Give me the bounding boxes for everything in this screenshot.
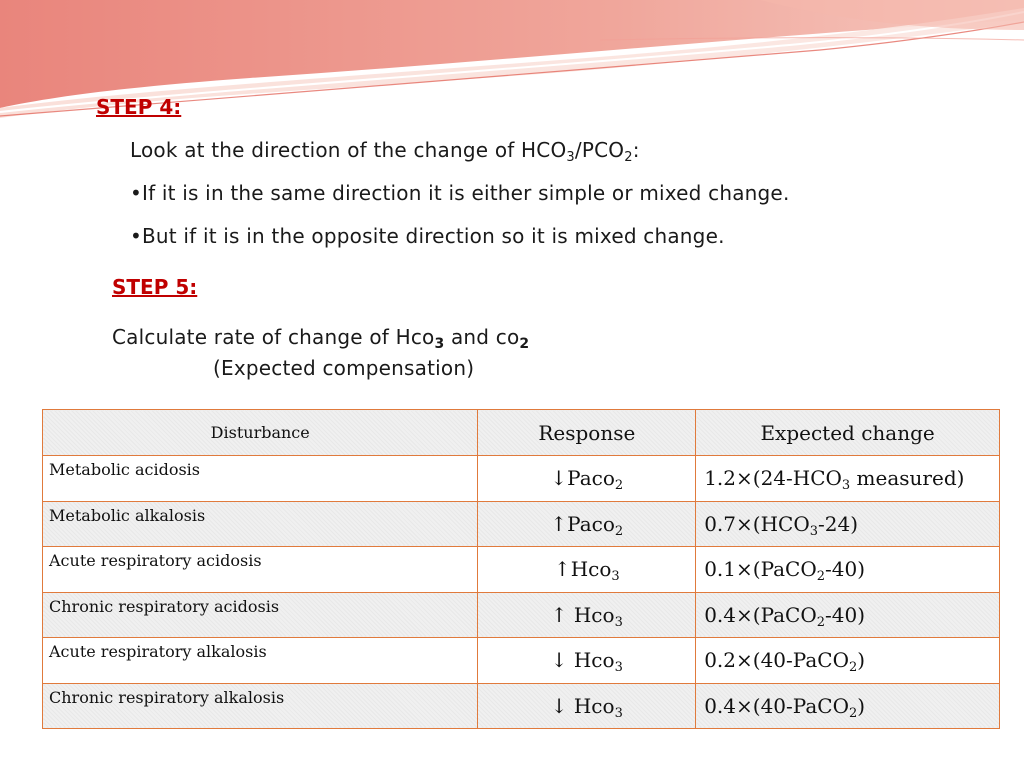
- expected-text-end: -24): [818, 511, 859, 536]
- expected-change-cell: [696, 592, 1000, 638]
- response-text: ↓ Hco: [550, 648, 615, 673]
- step4-heading: STEP 4:: [96, 95, 182, 119]
- response-text: ↓Paco: [550, 466, 615, 491]
- response-text: ↑Paco: [550, 511, 615, 536]
- step4-direction-line: [130, 138, 640, 165]
- table-row: [43, 547, 1000, 593]
- response-subscript: 3: [614, 660, 623, 676]
- header-response: Response: [478, 410, 696, 456]
- hco3-subscript: 3: [566, 150, 575, 165]
- expected-text-end: -40): [825, 602, 866, 627]
- expected-text: 0.4×(40-PaCO: [704, 693, 849, 718]
- step4-line-text: Look at the direction of the change of HCO: [130, 138, 567, 162]
- expected-subscript: 2: [816, 569, 826, 585]
- table-row: [43, 592, 1000, 638]
- pco2-subscript: 2: [624, 150, 633, 165]
- table-body: [43, 456, 1000, 729]
- disturbance-cell: Acute respiratory alkalosis: [43, 638, 478, 684]
- expected-text-end: -40): [825, 557, 866, 582]
- expected-text: 0.1×(PaCO: [704, 557, 817, 582]
- table-row: [43, 501, 1000, 547]
- response-subscript: 3: [614, 705, 623, 721]
- expected-change-cell: [696, 456, 1000, 502]
- disturbance-cell: Metabolic alkalosis: [43, 501, 478, 547]
- expected-compensation-label: (Expected compensation): [213, 356, 475, 380]
- expected-text-end: ): [857, 693, 866, 718]
- disturbance-cell: Acute respiratory acidosis: [43, 547, 478, 593]
- table-header-row: [43, 410, 1000, 456]
- expected-subscript: 3: [841, 478, 851, 494]
- disturbance-cell: Metabolic acidosis: [43, 456, 478, 502]
- step5-calculate-line: [112, 325, 530, 352]
- step4-bullet-opposite-direction: •But if it is in the opposite direction so it is mixed change.: [130, 224, 725, 248]
- response-cell: [478, 456, 696, 502]
- disturbance-cell: Chronic respiratory acidosis: [43, 592, 478, 638]
- step5-calc-text-mid: and co: [444, 325, 520, 349]
- response-subscript: 3: [611, 569, 620, 585]
- expected-text-end: measured): [850, 466, 965, 491]
- expected-change-cell: [696, 501, 1000, 547]
- expected-text: 1.2×(24-HCO: [704, 466, 842, 491]
- table-row: [43, 638, 1000, 684]
- compensation-table: [42, 409, 1000, 729]
- hco3-subscript: 3: [434, 336, 445, 352]
- expected-text: 0.7×(HCO: [704, 511, 810, 536]
- expected-change-cell: [696, 683, 1000, 729]
- response-text: ↓ Hco: [550, 693, 615, 718]
- header-disturbance: Disturbance: [43, 410, 478, 456]
- expected-text: 0.4×(PaCO: [704, 602, 817, 627]
- co2-subscript: 2: [519, 336, 530, 352]
- step4-line-text-end: :: [632, 138, 640, 162]
- step4-line-text-mid: /PCO: [574, 138, 625, 162]
- response-cell: [478, 501, 696, 547]
- response-text: ↑Hco: [553, 557, 612, 582]
- response-subscript: 2: [614, 523, 624, 539]
- step4-bullet-same-direction: •If it is in the same direction it is either simple or mixed change.: [130, 181, 790, 205]
- response-cell: [478, 592, 696, 638]
- response-text: ↑ Hco: [550, 602, 615, 627]
- response-cell: [478, 638, 696, 684]
- expected-subscript: 2: [848, 660, 858, 676]
- response-cell: [478, 683, 696, 729]
- step5-heading: STEP 5:: [112, 275, 198, 299]
- expected-subscript: 2: [848, 705, 858, 721]
- response-subscript: 2: [614, 478, 624, 494]
- expected-subscript: 2: [816, 614, 826, 630]
- expected-subscript: 3: [809, 523, 818, 539]
- expected-change-cell: [696, 547, 1000, 593]
- disturbance-cell: Chronic respiratory alkalosis: [43, 683, 478, 729]
- response-subscript: 3: [614, 614, 623, 630]
- response-cell: [478, 547, 696, 593]
- step5-calc-text: Calculate rate of change of Hco: [112, 325, 435, 349]
- expected-text-end: ): [857, 648, 866, 673]
- expected-change-cell: [696, 638, 1000, 684]
- table-row: [43, 456, 1000, 502]
- expected-text: 0.2×(40-PaCO: [704, 648, 849, 673]
- table-row: [43, 683, 1000, 729]
- header-expected-change: Expected change: [696, 410, 1000, 456]
